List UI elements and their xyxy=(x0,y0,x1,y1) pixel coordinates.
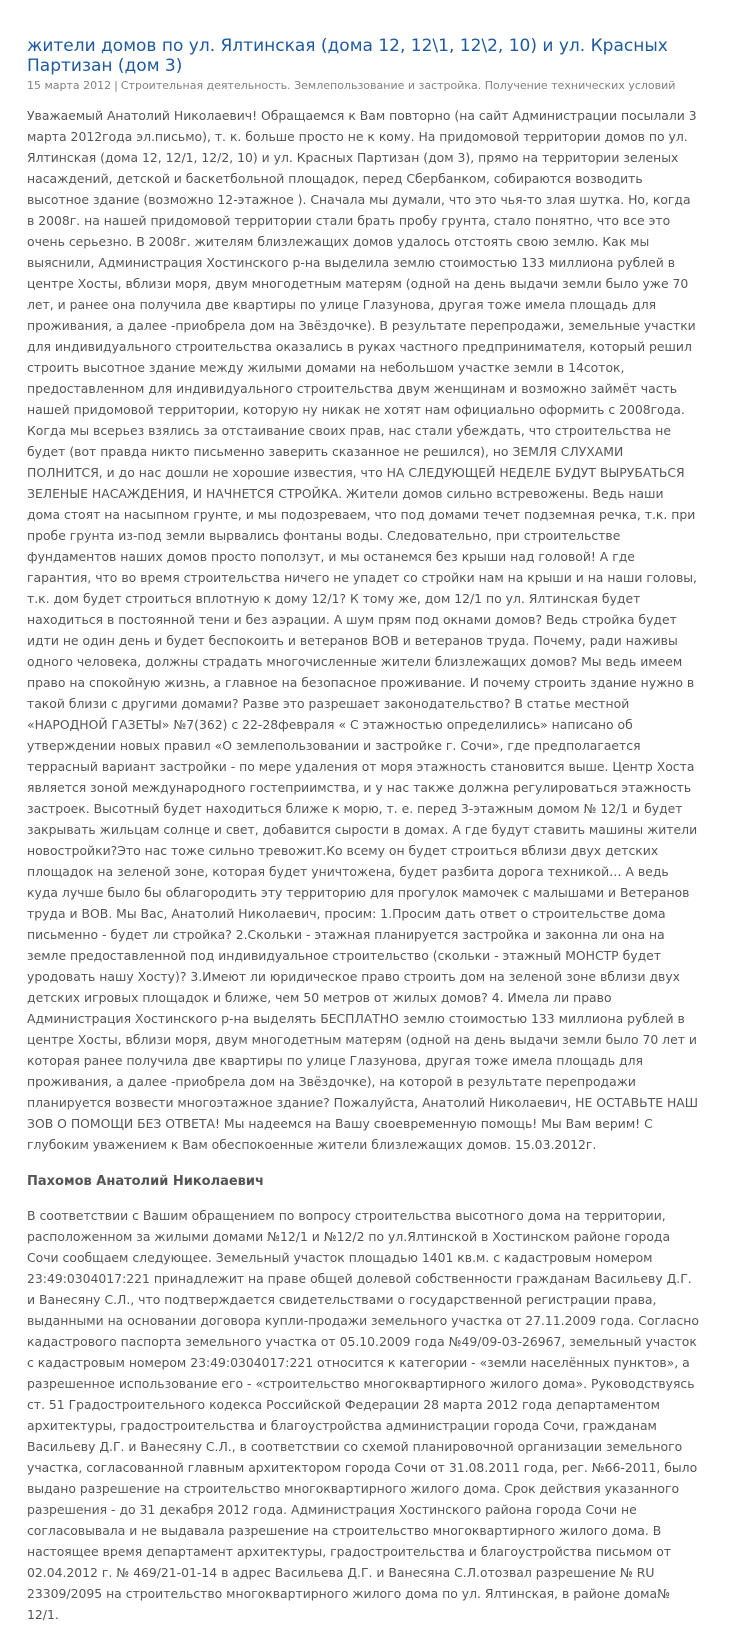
meta-separator: | xyxy=(114,79,118,92)
category-link[interactable]: Строительная деятельность. Землепользование и застройка. Получение технических условий xyxy=(120,79,676,92)
page-title: жители домов по ул. Ялтинская (дома 12, 12\1, 12\2, 10) и ул. Красных Партизан (дом 3) xyxy=(27,36,668,76)
answer-text: В соответствии с Вашим обращением по вопросу строительства высотного дома на территории, расположенном за жилыми домами №12/1 и №12/2 по ул.Ялтинской в Хостинском районе города Сочи сообщаем следующее. Земельный участок площадью 1401 кв.м. с кадастровым номером 23:49:0304017:221 принадлежит на праве общей долевой собственности гражданам Васильеву Д.Г. и Ванесяну С.Л., что подтверждается свидетельствами о государственной регистрации права, выданными на основании договора купли-продажи земельного участка от 27.11.2009 года. Согласно кадастрового паспорта земельного участка от 05.10.2009 года №49/09-03-26967, земельный участок с кадастровым номером 23:49:0304017:221 относится к категории - «земли населённых пунктов», а разрешенное использование его - «строительство многоквартирного жилого дома». Руководствуясь ст. 51 Градостроительного кодекса Российской Федерации 28 марта 2012 года департаментом архитектуры, градостроительства и благоустройства администрации города Сочи, гражданам Васильеву Д.Г. и Ванесяну С.Л., в соответствии со схемой планировочной организации земельного участка, согласованной главным архитектором города Сочи от 31.08.2011 года, рег. №66-2011, было выдано разрешение на строительство многоквартирного жилого дома. Срок действия указанного разрешения - до 31 декабря 2012 года. Администрация Хостинского района города Сочи не согласовывала и не выдавала разрешение на строительство многоквартирного жилого дома. В настоящее время департамент архитектуры, градостроительства и благоустройства письмом от 02.04.2012 г. № 469/21-01-14 в адрес Васильева Д.Г. и Ванесяна С.Л.отозвал разрешение № RU 23309/2095 на строительство многоквартирного жилого дома по ул. Ялтинская, в районе дома№ 12/1. xyxy=(27,1208,699,1622)
post-date: 15 марта 2012 xyxy=(27,79,112,92)
question-text: Уважаемый Анатолий Николаевич! Обращаемся к Вам повторно (на сайт Администрации посылали 3 марта 2012года эл.письмо), т. к. больше просто не к кому. На придомовой территории домов по ул. Ялтинская (дома 12, 12/1, 12/2, 10) и ул. Красных Партизан (дом 3), прямо на территории зеленых насаждений, детской и баскетбольной площадок, перед Сбербанком, собираются возводить высотное здание (возможно 12-этажное ). Сначала мы думали, что это чья-то злая шутка. Но, когда в 2008г. на нашей придомовой территории стали брать пробу грунта, стало понятно, что все это очень серьезно. В 2008г. жителям близлежащих домов удалось отстоять свою землю. Как мы выяснили, Администрация Хостинского р-на выделила землю стоимостью 133 миллиона рублей в центре Хосты, вблизи моря, двум многодетным матерям (одной на день выдачи земли было уже 70 лет, и ранее она получила две квартиры по улице Глазунова, другая тоже имела площадь для проживания, а далее -приобрела дом на Звёздочке). В результате перепродажи, земельные участки для индивидуального строительства оказались в руках частного предпринимателя, который решил строить высотное здание между жилыми домами на небольшом участке земли в 14соток, предоставленном для индивидуального строительства двум женщинам и возможно займёт часть нашей придомовой территории, которую ну никак не хотят нам официально оформить с 2008года. Когда мы всерьез взялись за отстаивание своих прав, нас стали убеждать, что строительства не будет (вот правда никто письменно заверить сказанное не решился), но ЗЕМЛЯ СЛУХАМИ ПОЛНИТСЯ, и до нас дошли не хорошие известия, что НА СЛЕДУЮЩЕЙ НЕДЕЛЕ БУДУТ ВЫРУБАТЬСЯ ЗЕЛЕНЫЕ НАСАЖДЕНИЯ, И НАЧНЕТСЯ СТРОЙКА. Жители домов сильно встревожены. Ведь наши дома стоят на насыпном грунте, и мы подозреваем, что под домами течет подземная речка, т.к. при пробе грунта из-под земли вырвались фонтаны воды. Следовательно, при строительстве фундаментов наших домов просто поползут, и мы останемся без крыши над головой! А где гарантия, что во время строительства ничего не упадет со стройки нам на крыши и на наши головы, т.к. дом будет строиться вплотную к дому 12/1? К тому же, дом 12/1 по ул. Ялтинская будет находиться в постоянной тени и без аэрации. А шум прям под окнами домов? Ведь стройка будет идти не один день и будет беспокоить и ветеранов ВОВ и ветеранов труда. Почему, ради наживы одного человека, должны страдать многочисленные жители близлежащих домов? Мы ведь имеем право на спокойную жизнь, а главное на безопасное проживание. И почему строить здание нужно в такой близи с другими домами? Разве это разрешает законодательство? В статье местной «НАРОДНОЙ ГАЗЕТЫ» №7(362) с 22-28февраля « С этажностью определились» написано об утверждении новых правил «О землепользовании и застройке г. Сочи», где предполагается террасный вариант застройки - по мере удаления от моря этажность становится выше. Центр Хоста является зоной международного гостеприимства, и у нас также должна регулироваться этажность застроек. Высотный будет находиться ближе к морю, т. е. перед 3-этажным домом № 12/1 и будет закрывать жильцам солнце и свет, добавится сырости в домах. А где будут ставить машины жители новостройки?Это нас тоже сильно тревожит.Ко всему он будет строиться вблизи двух детских площадок на зеленой зоне, которая будет уничтожена, будет разбита дорога техникой… А ведь куда лучше было бы облагородить эту территорию для прогулок мамочек с малышами и Ветеранов труда и ВОВ. Мы Вас, Анатолий Николаевич, просим: 1.Просим дать ответ о строительстве дома письменно - будет ли стройка? 2.Скольки - этажная планируется застройка и законна ли она на земле предоставленной под индивидуальное строительство (скольки - этажный МОНСТР будет уродовать нашу Хосту)? 3.Имеют ли юридическое право строить дом на зеленой зоне вблизи двух детских игровых площадок и ближе, чем 50 метров от жилых домов? 4. Имела ли право Администрация Хостинского р-на выделять БЕСПЛАТНО землю стоимостью 133 миллиона рублей в центре Хосты, вблизи моря, двум многодетным матерям (одной на день выдачи земли было 70 лет и которая ранее получила две квартиры по улице Глазунова, другая тоже имела площадь для проживания, а далее -приобрела дом на Звёздочке), на которой в результате перепродажи планируется возвести многоэтажное здание? Пожалуйста, Анатолий Николаевич, НЕ ОСТАВЬТЕ НАШ ЗОВ О ПОМОЩИ БЕЗ ОТВЕТА! Мы надеемся на Вашу своевременную помощь! Мы Вам верим! С глубоким уважением к Вам обеспокоенные жители близлежащих домов. 15.03.2012г. xyxy=(27,108,699,1152)
post-meta xyxy=(27,79,699,93)
answer-author: Пахомов Анатолий Николаевич xyxy=(27,1174,264,1189)
